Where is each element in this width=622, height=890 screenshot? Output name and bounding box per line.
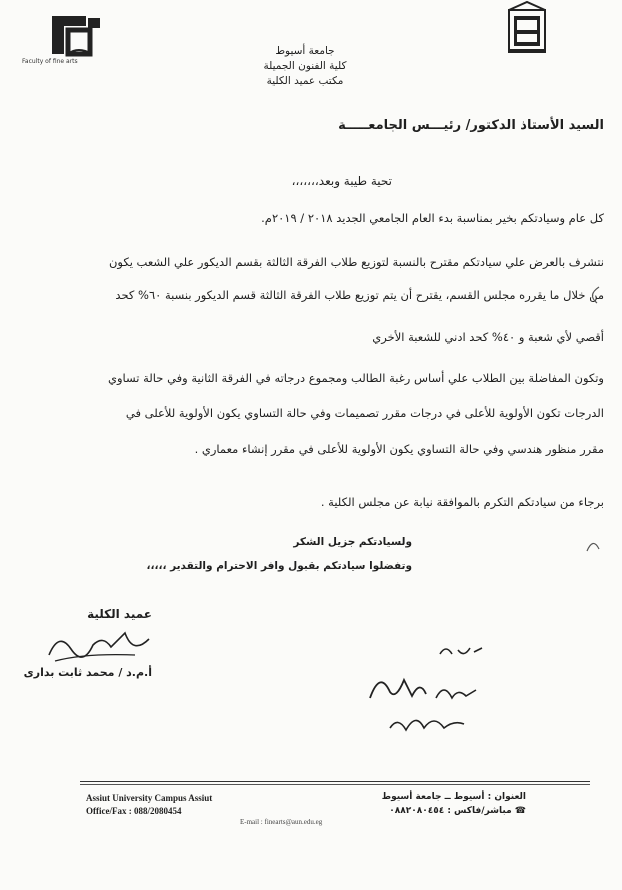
footer-address-en (86, 792, 212, 818)
body-line: الدرجات تكون الأولوية للأعلى في درجات مقرر تصميمات وفي حالة التساوي يكون الأولوية للأعلى في (125, 406, 604, 420)
faculty-logo-caption: Faculty of fine arts (22, 58, 78, 65)
footer-address: العنوان : أسيوط ــ جامعة أسيوط (381, 792, 526, 802)
faculty-logo (48, 12, 104, 60)
office-name: مكتب عميد الكلية (266, 75, 344, 87)
dean-title: عميد الكلية (87, 607, 152, 621)
body-line: كل عام وسيادتكم بخير بمناسبة بدء العام الجامعي الجديد ٢٠١٨ / ٢٠١٩م. (261, 211, 604, 225)
footer-phone-ar: ☎ مباشر/فاكس : ٠٨٨٢٠٨٠٤٥٤ (389, 806, 526, 816)
body-line: أقصي لأي شعبة و ٤٠% كحد ادني للشعبة الأخري (372, 330, 604, 344)
body-line: وتكون المفاضلة بين الطلاب علي أساس رغبة الطالب ومجموع درجاته في الفرقة الثانية وفي حالة تساوي (107, 371, 604, 385)
footer-phone-en: Office/Fax : 088/2080454 (86, 806, 182, 816)
faculty-name: كلية الفنون الجميلة (263, 60, 347, 72)
greeting: تحية طيبة وبعد،،،،،،، (291, 174, 392, 188)
footer-divider (80, 784, 590, 785)
closing-regards: وتفضلوا سيادتكم بقبول وافر الاحترام والتقدير ،،،،، (146, 560, 412, 572)
letterhead (230, 44, 380, 89)
footer-address-ar (382, 790, 526, 818)
body-line: نتشرف بالعرض علي سيادتكم مقترح بالنسبة لتوزيع طلاب الفرقة الثالثة بقسم الديكور علي الشعب يكون (108, 255, 604, 269)
university-name: جامعة أسيوط (275, 45, 335, 57)
dean-name: أ.م.د / محمد ثابت بدارى (23, 666, 152, 679)
footer-divider (80, 781, 590, 782)
handwritten-approval (360, 640, 510, 744)
margin-mark-icon (585, 285, 601, 305)
footer-email: E-mail : finearts@aun.edu.eg (240, 818, 323, 826)
body-line: برجاء من سيادتكم التكرم بالموافقة نيابة عن مجلس الكلية . (320, 495, 604, 509)
body-line: من خلال ما يقرره مجلس القسم، يقترح أن يتم توزيع طلاب الفرقة الثالثة قسم الديكور بنسبة ٦٠% كحد (115, 288, 604, 302)
addressee: السيد الأستاذ الدكتور/ رئيـــس الجامعـــــة (338, 118, 604, 133)
footer-campus: Assiut University Campus Assiut (86, 793, 213, 803)
body-line: مقرر منظور هندسي وفي حالة التساوي يكون الأولوية للأعلى في مقرر إنشاء معماري . (194, 442, 604, 456)
margin-mark-icon (585, 535, 601, 555)
closing-thanks: ولسيادتكم جزيل الشكر (293, 536, 412, 548)
university-logo (505, 0, 549, 58)
